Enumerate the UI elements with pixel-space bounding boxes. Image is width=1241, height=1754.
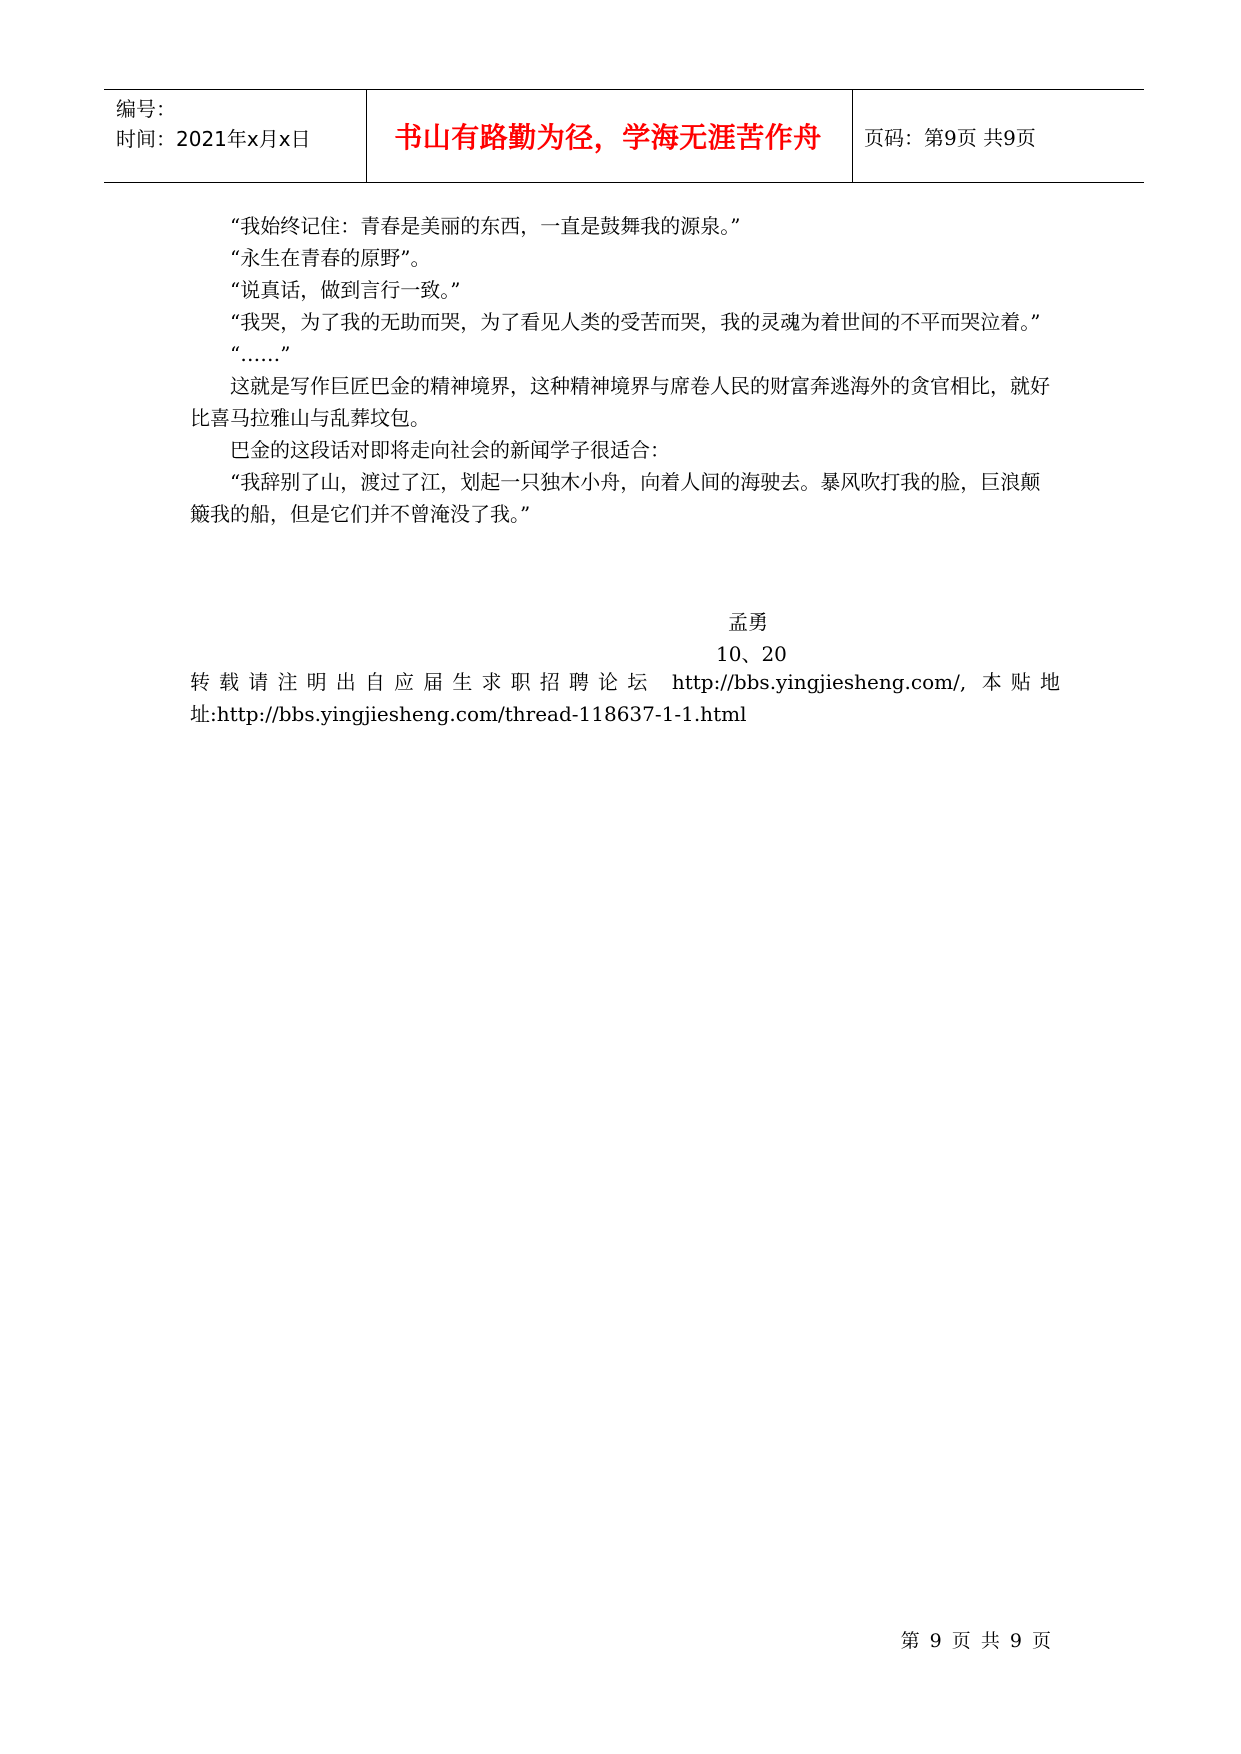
paragraph: “永生在青春的原野”。 (230, 246, 431, 270)
body-text (190, 210, 1060, 530)
number-label: 编号： (116, 97, 176, 121)
paragraph: “我始终记住：青春是美丽的东西，一直是鼓舞我的源泉。” (230, 214, 741, 238)
header-motto: 书山有路勤为径，学海无涯苦作舟 (394, 121, 822, 154)
header-page-info: 页码：第9页 共9页 (864, 125, 1036, 150)
page-footer: 第 9 页 共 9 页 (900, 1630, 1053, 1652)
paragraph: “……” (230, 342, 291, 366)
author-name: 孟勇 (728, 610, 768, 634)
paragraph: “我哭，为了我的无助而哭，为了看见人类的受苦而哭，我的灵魂为着世间的不平而哭泣着。” (230, 310, 1041, 334)
repost-notice: 转载请注明出自应届生求职招聘论坛 http://bbs.yingjiesheng.com/, 本贴地址:http://bbs.yingjiesheng.com/thread-118637-1-1.html (190, 670, 1060, 726)
paragraph: 这就是写作巨匠巴金的精神境界，这种精神境界与席卷人民的财富奔逃海外的贪官相比，就好比喜马拉雅山与乱葬坟包。 (190, 374, 1050, 430)
document-header (104, 89, 1144, 183)
paragraph: “我辞别了山，渡过了江，划起一只独木小舟，向着人间的海驶去。暴风吹打我的脸，巨浪颠簸我的船，但是它们并不曾淹没了我。” (190, 470, 1041, 526)
signature-date: 10、20 (716, 642, 787, 666)
time-label: 时间：2021年x月x日 (116, 127, 311, 151)
paragraph: “说真话，做到言行一致。” (230, 278, 461, 302)
paragraph: 巴金的这段话对即将走向社会的新闻学子很适合： (230, 438, 670, 462)
header-meta (116, 94, 366, 154)
header-divider-right (852, 90, 853, 182)
signature-block (716, 606, 787, 670)
header-divider-left (366, 90, 367, 182)
